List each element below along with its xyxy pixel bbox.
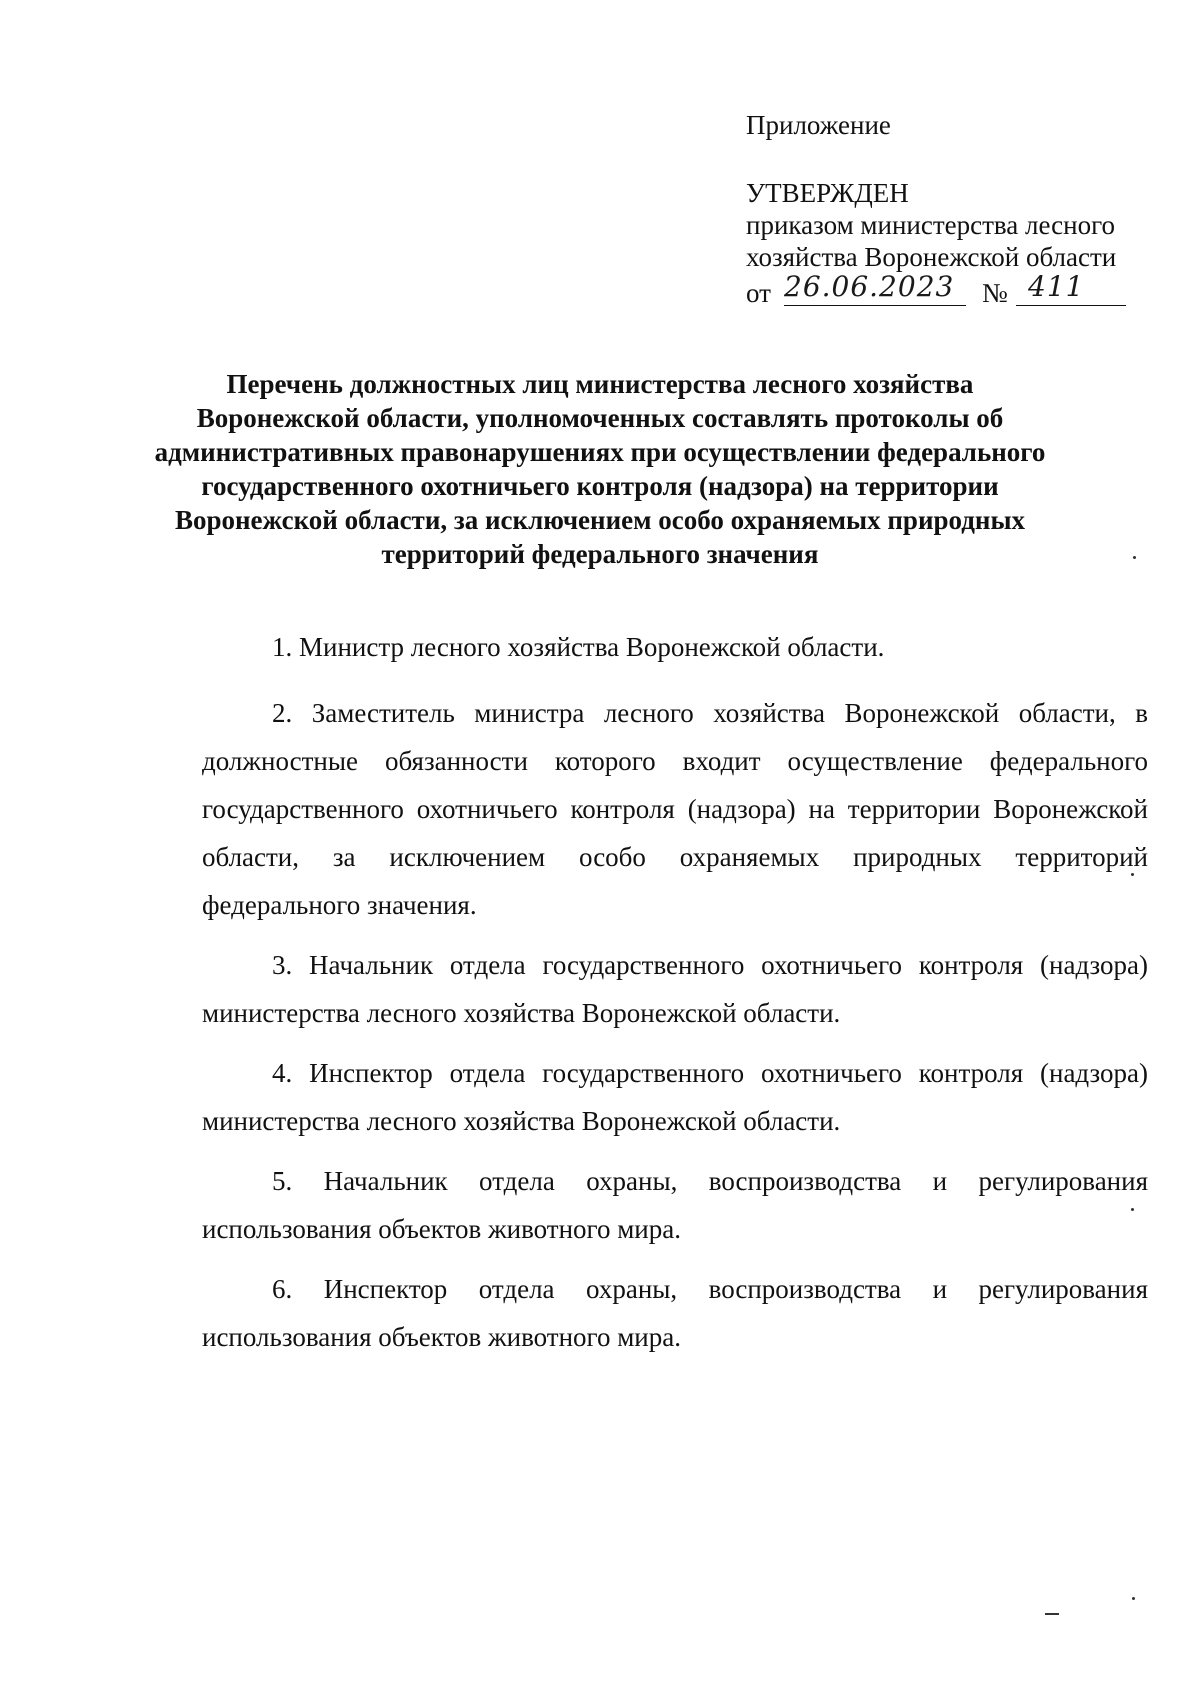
approved-label: УТВЕРЖДЕН — [746, 178, 909, 208]
scan-speck — [1133, 556, 1136, 559]
list-item: 3. Начальник отдела государственного охотничьего контроля (надзора) министерства лесного хозяйства Воронежской области. — [202, 950, 1148, 1028]
scan-speck — [1131, 1208, 1134, 1211]
list-item: 2. Заместитель министра лесного хозяйства Воронежской области, в должностные обязанности которого входит осуществление федерального государственного охотничьего контроля (надзора) на территории Воронежской области, за исключением особо охраняемых природных территорий федерального значения. — [202, 698, 1148, 920]
scan-speck — [1132, 1597, 1135, 1600]
order-line-2: хозяйства Воронежской области — [746, 242, 1117, 272]
number-sign: № — [982, 278, 1008, 308]
date-underline — [784, 305, 966, 306]
order-date-number-line — [746, 270, 1166, 311]
handwritten-number: 411 — [1028, 270, 1085, 303]
date-prefix: от — [746, 278, 771, 308]
document-title: Перечень должностных лиц министерства лесного хозяйства Воронежской области, уполномоченных составлять протоколы об административных правонарушениях при осуществлении федерального государственного охотничьего контроля (надзора) на территории Воронежской области, за исключением особо охраняемых природных территорий федерального значения — [154, 369, 1046, 569]
list-item: 5. Начальник отдела охраны, воспроизводства и регулирования использования объектов животного мира. — [202, 1166, 1148, 1244]
order-line-1: приказом министерства лесного — [746, 210, 1115, 240]
approval-header — [746, 108, 1166, 311]
handwritten-date: 26.06.2023 — [784, 270, 955, 303]
scan-speck — [1045, 1613, 1059, 1615]
list-item: 4. Инспектор отдела государственного охотничьего контроля (надзора) министерства лесного хозяйства Воронежской области. — [202, 1058, 1148, 1136]
list-item: 1. Министр лесного хозяйства Воронежской области. — [272, 632, 885, 662]
official-list — [202, 623, 1148, 1373]
scan-speck — [1131, 873, 1134, 876]
list-item: 6. Инспектор отдела охраны, воспроизводства и регулирования использования объектов животного мира. — [202, 1274, 1148, 1352]
appendix-label: Приложение — [746, 110, 891, 140]
number-underline — [1016, 305, 1126, 306]
